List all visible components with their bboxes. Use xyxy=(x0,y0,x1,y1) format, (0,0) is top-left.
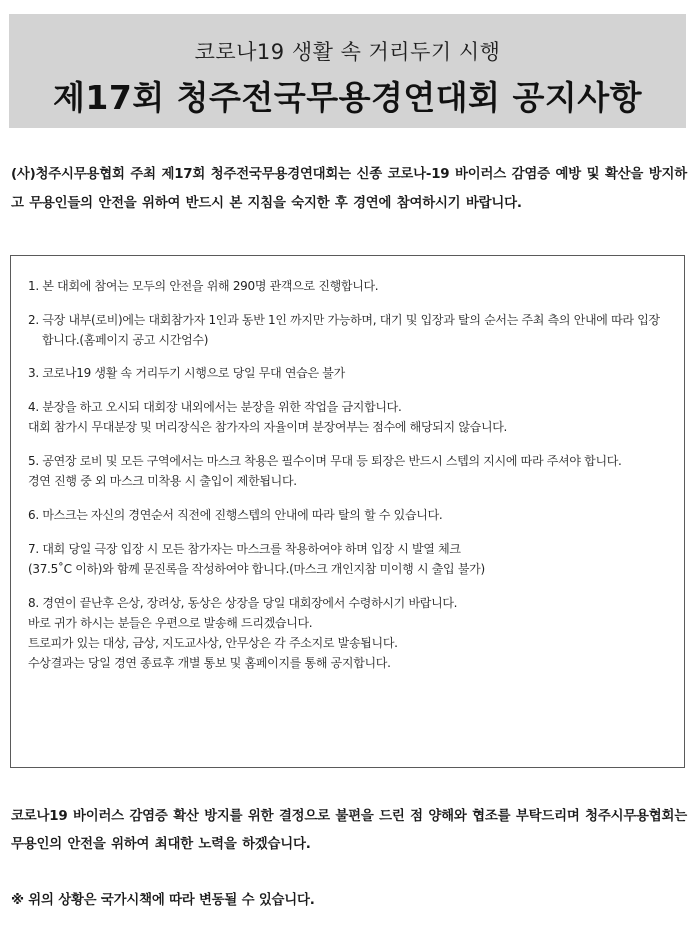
footnote: ※ 위의 상황은 국가시책에 따라 변동될 수 있습니다. xyxy=(11,893,315,908)
notice-box xyxy=(10,255,685,768)
notice-line: 2. 극장 내부(로비)에는 대회참가자 1인과 동반 1인 까지만 가능하며, 대기 및 입장과 탈의 순서는 주최 측의 안내에 따라 입장합니다.(홈페이지 공고 시간엄수) xyxy=(28,313,660,347)
closing-paragraph: 코로나19 바이러스 감염증 확산 방지를 위한 결정으로 불편을 드린 점 양해와 협조를 부탁드리며 청주시무용협회는 무용인의 안전을 위하여 최대한 노력을 하겠습니다. xyxy=(11,809,687,852)
page-title: 제17회 청주전국무용경연대회 공지사항 xyxy=(53,78,642,117)
notice-item xyxy=(28,310,668,350)
notice-item xyxy=(28,363,668,383)
notice-item xyxy=(28,505,668,525)
intro-paragraph: (사)청주시무용협회 주최 제17회 청주전국무용경연대회는 신종 코로나-19 바이러스 감염증 예방 및 확산을 방지하고 무용인들의 안전을 위하여 반드시 본 지침을 숙지한 후 경연에 참여하시기 바랍니다. xyxy=(11,167,687,211)
notice-line: 수상결과는 당일 경연 종료후 개별 통보 및 홈페이지를 통해 공지합니다. xyxy=(28,656,391,670)
notice-line: 대회 참가시 무대분장 및 머리장식은 참가자의 자율이며 분장여부는 점수에 해당되지 않습니다. xyxy=(28,420,508,434)
notice-line: 경연 진행 중 외 마스크 미착용 시 출입이 제한됩니다. xyxy=(28,474,297,488)
notice-line: 1. 본 대회에 참여는 모두의 안전을 위해 290명 관객으로 진행합니다. xyxy=(28,279,379,293)
notice-line: 바로 귀가 하시는 분들은 우편으로 발송해 드리겠습니다. xyxy=(28,616,313,630)
notice-item xyxy=(28,593,668,673)
header-banner xyxy=(9,14,686,128)
notice-item xyxy=(28,276,668,296)
notice-line: 7. 대회 당일 극장 입장 시 모든 참가자는 마스크를 착용하여야 하며 입장 시 발열 체크 xyxy=(28,542,461,556)
notice-line: 3. 코로나19 생활 속 거리두기 시행으로 당일 무대 연습은 불가 xyxy=(28,366,345,380)
header-subtitle: 코로나19 생활 속 거리두기 시행 xyxy=(194,40,501,64)
notice-line: 8. 경연이 끝난후 은상, 장려상, 동상은 상장을 당일 대회장에서 수령하시기 바랍니다. xyxy=(28,596,458,610)
notice-list xyxy=(28,276,668,687)
notice-item xyxy=(28,539,668,579)
notice-item xyxy=(28,397,668,437)
notice-line: 트로피가 있는 대상, 금상, 지도교사상, 안무상은 각 주소지로 발송됩니다. xyxy=(28,636,398,650)
notice-line: 5. 공연장 로비 및 모든 구역에서는 마스크 착용은 필수이며 무대 등 퇴장은 반드시 스텝의 지시에 따라 주셔야 합니다. xyxy=(28,454,622,468)
notice-line: 4. 분장을 하고 오시되 대회장 내외에서는 분장을 위한 작업을 금지합니다. xyxy=(28,400,402,414)
notice-line: (37.5˚C 이하)와 함께 문진록을 작성하여야 합니다.(마스크 개인지참 미이행 시 출입 불가) xyxy=(28,562,485,576)
notice-item xyxy=(28,451,668,491)
notice-line: 6. 마스크는 자신의 경연순서 직전에 진행스텝의 안내에 따라 탈의 할 수 있습니다. xyxy=(28,508,443,522)
